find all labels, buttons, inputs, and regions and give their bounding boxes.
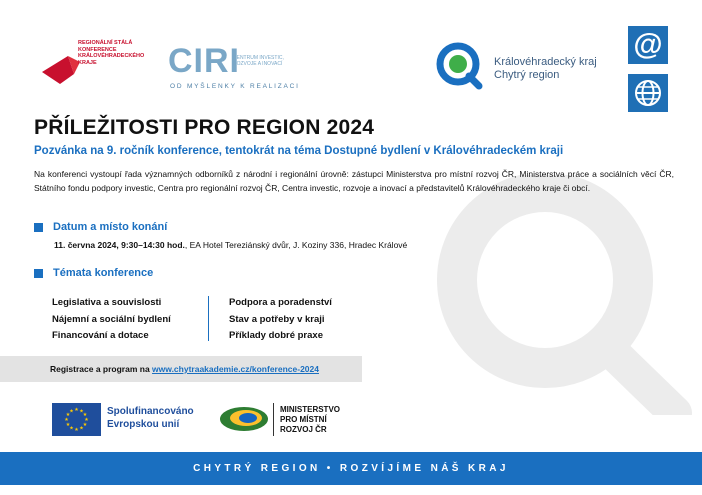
svg-text:★: ★	[65, 412, 71, 418]
kk-logo-line1: Královéhradecký kraj	[494, 56, 597, 68]
ciri-logo-word: CIRI	[168, 42, 240, 80]
eu-line1: Spolufinancováno	[107, 406, 194, 417]
topics-right-list	[229, 295, 332, 345]
page-title: PŘÍLEŽITOSTI PRO REGION 2024	[34, 116, 375, 139]
date-section-heading-text: Datum a místo konání	[53, 221, 168, 233]
topics-divider	[208, 296, 209, 341]
ciri-logo	[168, 44, 240, 78]
mmr-logo-icon	[218, 403, 270, 435]
svg-text:★: ★	[79, 408, 84, 415]
watermark-magnifier-icon	[415, 175, 702, 415]
svg-text:★: ★	[69, 425, 74, 432]
topic-item: Příklady dobré praxe	[229, 330, 323, 341]
globe-icon-glyph	[633, 78, 663, 108]
square-bullet-icon	[34, 269, 43, 278]
mmr-line2: PRO MÍSTNÍ	[280, 415, 327, 424]
globe-icon[interactable]	[628, 74, 668, 112]
topics-left-list	[52, 295, 171, 345]
mmr-logo-text	[280, 405, 340, 435]
topics-section-heading	[34, 267, 153, 279]
page-subtitle: Pozvánka na 9. ročník konference, tentokrát na téma Dostupné bydlení v Královéhradeckém kraji	[34, 145, 564, 157]
svg-text:★: ★	[74, 427, 79, 433]
svg-text:★: ★	[65, 422, 71, 428]
mmr-separator	[273, 403, 274, 436]
topic-item: Podpora a poradenství	[229, 297, 332, 308]
eu-line2: Evropskou unií	[107, 418, 180, 430]
topic-item: Legislativa a souvislosti	[52, 297, 162, 308]
eu-flag-icon	[52, 403, 101, 436]
svg-text:★: ★	[64, 417, 69, 423]
kk-logo-line2: Chytrý region	[494, 69, 560, 81]
ciri-tagline: OD MYŠLENKY K REALIZACI	[170, 83, 300, 90]
registration-prefix: Registrace a program na	[50, 364, 153, 374]
registration-text	[50, 364, 319, 374]
kk-logo-icon	[434, 40, 484, 90]
svg-text:★: ★	[74, 407, 79, 413]
registration-link[interactable]: www.chytraakademie.cz/konference-2024	[152, 364, 319, 374]
intro-paragraph: Na konferenci vystoupí řada významných odborníků z národní i regionální úrovně: zástupci Ministerstva pro místní rozvoj ČR, Ministerstva práce a sociálních věcí ČR, Státního fondu podpory investic, Centra pro regionální rozvoj ČR, Centra investic, rozvoje a inovací a představitelů Královéhradeckého kraje či obcí.	[34, 169, 674, 193]
mmr-line1: MINISTERSTVO	[280, 405, 341, 414]
topic-item: Stav a potřeby v kraji	[229, 313, 325, 325]
svg-text:★: ★	[82, 422, 88, 428]
svg-text:★: ★	[79, 425, 84, 432]
topics-section-heading-text: Témata konference	[53, 267, 154, 279]
at-icon[interactable]: @	[628, 26, 668, 64]
svg-text:★: ★	[84, 417, 89, 423]
topic-item: Financování a dotace	[52, 330, 149, 341]
svg-text:★: ★	[69, 408, 74, 415]
event-date: 11. června 2024, 9:30–14:30 hod.	[54, 240, 185, 250]
date-and-place	[54, 240, 407, 250]
mmr-line3: ROZVOJ ČR	[280, 425, 327, 434]
footer-bar	[0, 452, 702, 485]
event-place: , EA Hotel Tereziánský dvůr, J. Koziny 336, Hradec Králové	[184, 240, 408, 250]
date-section-heading	[34, 221, 167, 233]
rsk-logo-text: REGIONÁLNÍ STÁLÁ KONFERENCE KRÁLOVÉHRADECKÉHO KRAJE	[78, 40, 145, 66]
eu-logo-text	[107, 406, 194, 431]
ciri-logo-subtext: CENTRUM INVESTIC, ROZVOJE A INOVACÍ	[233, 55, 284, 67]
square-bullet-icon	[34, 223, 43, 232]
footer-text: CHYTRÝ REGION • ROZVÍJÍME NÁŠ KRAJ	[193, 463, 509, 474]
svg-text:★: ★	[82, 412, 88, 418]
topic-item: Nájemní a sociální bydlení	[52, 313, 171, 325]
kk-logo-text	[494, 56, 597, 82]
